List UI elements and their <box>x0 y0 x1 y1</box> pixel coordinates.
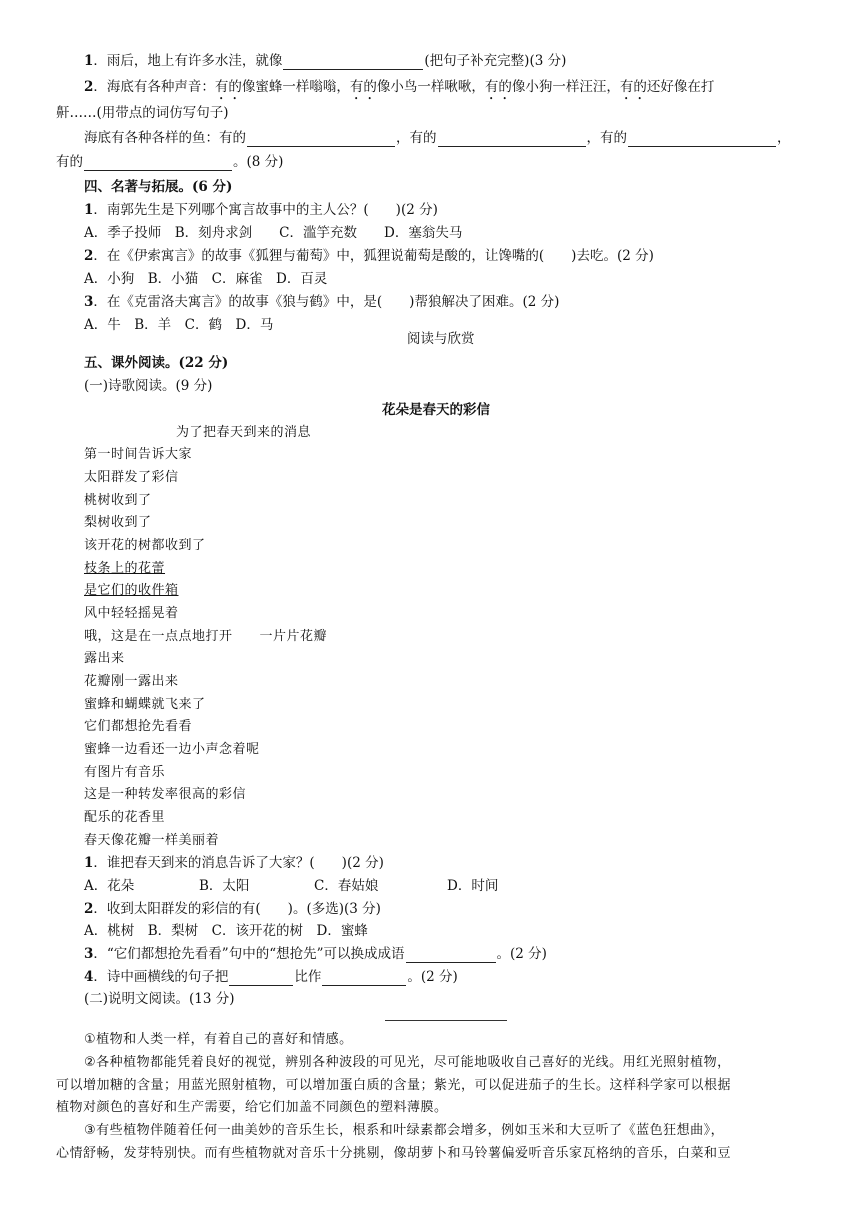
poem-line: 蜜蜂和蝴蝶就飞来了 <box>84 697 206 712</box>
expository-paragraph: ②各种植物都能凭着良好的视觉，辨别各种波段的可见光，尽可能地吸收自己喜好的光线。用红光照射植物， <box>84 1055 731 1070</box>
poem-line: 该开花的树都收到了 <box>84 538 206 553</box>
q3-item2-text: ， <box>777 130 791 146</box>
dotted-word: 有的 <box>484 79 512 95</box>
poem-line: 露出来 <box>84 651 125 666</box>
q4-item3-number: 3 <box>84 294 94 310</box>
answer-blank[interactable] <box>406 948 496 963</box>
q3-item2-line3 <box>84 129 791 147</box>
answer-blank[interactable] <box>247 132 395 147</box>
q3-item1-number: 1 <box>84 53 94 69</box>
q3-item2-text: 海底有各种各样的鱼：有的 <box>84 130 246 146</box>
q3-item2-text: 有的 <box>56 154 83 170</box>
expository-paragraph-line: 可以增加糖的含量；用蓝光照射植物，可以增加蛋白质的含量；紫光，可以促进茄子的生长。这样科学家可以根据 <box>56 1078 732 1093</box>
q3-item1-text: ．雨后，地上有许多水洼，就像 <box>93 53 283 69</box>
answer-blank[interactable] <box>84 156 232 171</box>
poem-q2-stem <box>84 900 381 918</box>
poem-q2-options: A．桃树 B．梨树 C．该开花的树 D．蜜蜂 <box>84 923 368 939</box>
q4-heading: 四、名著与拓展。(6 分) <box>84 179 233 195</box>
dotted-word: 有的 <box>349 79 377 95</box>
poem-line: 有图片有音乐 <box>84 765 166 780</box>
poem-line: 它们都想抢先看看 <box>84 719 193 734</box>
poem-q3-points: 。(2 分) <box>496 946 547 962</box>
q4-item1-stem <box>84 201 438 219</box>
q5-part2-heading: (二)说明文阅读。(13 分) <box>84 991 235 1007</box>
answer-blank[interactable] <box>438 132 586 147</box>
poem-q3-number: 3 <box>84 946 94 962</box>
expository-paragraph-line: 植物对颜色的喜好和生产需要，给它们加盖不同颜色的塑料薄膜。 <box>56 1100 448 1115</box>
q4-item2-number: 2 <box>84 248 94 264</box>
q4-item3-options: A．牛 B．羊 C．鹤 D．马 <box>84 317 274 333</box>
poem-q2-text: ．收到太阳群发的彩信的有( )。(多选)(3 分) <box>93 901 381 917</box>
poem-line: 为了把春天到来的消息 <box>176 425 312 440</box>
q4-item3-text: ．在《克雷洛夫寓言》的故事《狼与鹤》中，是( )帮狼解决了困难。(2 分) <box>93 294 560 310</box>
q3-item2-text: 。(8 分) <box>233 154 284 170</box>
poem-q1-option-b: B．太阳 <box>199 878 250 894</box>
expository-paragraph: ①植物和人类一样，有着自己的喜好和情感。 <box>84 1032 353 1047</box>
poem-q4-points: 。(2 分) <box>407 969 458 985</box>
expository-paragraph-line: 心情舒畅，发芽特别快。而有些植物就对音乐十分挑剔，像胡萝卜和马铃薯偏爱听音乐家瓦格纳的音乐，白菜和豆 <box>56 1146 732 1161</box>
poem-q4-text: ．诗中画横线的句子把 <box>93 969 229 985</box>
poem-q3-text: ．“它们都想抢先看看”句中的“想抢先”可以换成成语 <box>93 946 405 962</box>
poem-line-underlined: 是它们的收件箱 <box>84 583 179 598</box>
q3-item1 <box>84 52 566 70</box>
poem-line: 配乐的花香里 <box>84 810 166 825</box>
title-blank-line[interactable] <box>385 1020 507 1021</box>
poem-line: 哦，这是在一点点地打开 一片片花瓣 <box>84 629 328 644</box>
poem-line: 桃树收到了 <box>84 493 152 508</box>
q5-heading: 五、课外阅读。(22 分) <box>84 355 229 371</box>
poem-q1-number: 1 <box>84 855 94 871</box>
poem-q2-number: 2 <box>84 901 94 917</box>
answer-blank[interactable] <box>283 55 423 70</box>
q3-item2-text: 像小狗一样汪汪， <box>511 79 620 95</box>
poem-line: 春天像花瓣一样美丽着 <box>84 833 220 848</box>
q4-item1-options: A．季子投师 B．刻舟求剑 C．滥竽充数 D．塞翁失马 <box>84 225 463 241</box>
q3-item2-text: ．海底有各种声音： <box>93 79 215 95</box>
poem-line: 蜜蜂一边看还一边小声念着呢 <box>84 742 260 757</box>
poem-q1-option-d: D．时间 <box>447 878 499 894</box>
q3-item2-line4 <box>56 153 283 171</box>
poem-q1-option-a: A．花朵 <box>84 878 135 894</box>
poem-q4-text: 比作 <box>294 969 322 985</box>
q3-item2-text: ，有的 <box>396 130 437 146</box>
answer-blank[interactable] <box>229 971 293 986</box>
q5-part1-heading: (一)诗歌阅读。(9 分) <box>84 378 213 394</box>
dotted-word: 有的 <box>214 79 242 95</box>
poem-q4-stem <box>84 968 458 986</box>
q3-item2-text: 像蜜蜂一样嗡嗡， <box>241 79 350 95</box>
poem-line: 太阳群发了彩信 <box>84 470 179 485</box>
q4-item3-stem <box>84 293 559 311</box>
q3-item2-text: 还好像在打 <box>646 79 715 95</box>
q4-item1-number: 1 <box>84 202 94 218</box>
q4-item1-text: ．南郭先生是下列哪个寓言故事中的主人公？( )(2 分) <box>93 202 438 218</box>
poem-q4-number: 4 <box>84 969 94 985</box>
poem-line-underlined: 枝条上的花蕾 <box>84 561 166 576</box>
q3-item2-text: ，有的 <box>586 130 627 146</box>
q3-item2-text: 像小鸟一样啾啾， <box>376 79 485 95</box>
poem-title: 花朵是春天的彩信 <box>382 402 490 418</box>
dotted-word: 有的 <box>619 79 647 95</box>
q3-item2-line1 <box>84 78 714 103</box>
answer-blank[interactable] <box>628 132 776 147</box>
poem-q1-text: ．谁把春天到来的消息告诉了大家？( )(2 分) <box>93 855 384 871</box>
q3-item2-number: 2 <box>84 79 94 95</box>
poem-q1-stem <box>84 854 384 872</box>
poem-line: 风中轻轻摇晃着 <box>84 606 179 621</box>
poem-line: 这是一种转发率很高的彩信 <box>84 787 247 802</box>
poem-q3-stem <box>84 945 547 963</box>
expository-paragraph: ③有些植物伴随着任何一曲美妙的音乐生长，根系和叶绿素都会增多，例如玉米和大豆听了《蓝色狂想曲》， <box>84 1123 725 1138</box>
section-title: 阅读与欣赏 <box>407 331 475 347</box>
q4-item2-text: ．在《伊索寓言》的故事《狐狸与葡萄》中，狐狸说葡萄是酸的，让馋嘴的( )去吃。(2 分) <box>93 248 654 264</box>
poem-q1-option-c: C．春姑娘 <box>314 878 379 894</box>
q4-item2-options: A．小狗 B．小猫 C．麻雀 D．百灵 <box>84 271 328 287</box>
answer-blank[interactable] <box>322 971 406 986</box>
poem-line: 第一时间告诉大家 <box>84 447 193 462</box>
poem-line: 梨树收到了 <box>84 515 152 530</box>
q4-item2-stem <box>84 247 654 265</box>
q3-item1-points: (把句子补充完整)(3 分) <box>424 53 567 69</box>
poem-line: 花瓣刚一露出来 <box>84 674 179 689</box>
q3-item2-line2: 鼾……(用带点的词仿写句子) <box>56 105 229 121</box>
